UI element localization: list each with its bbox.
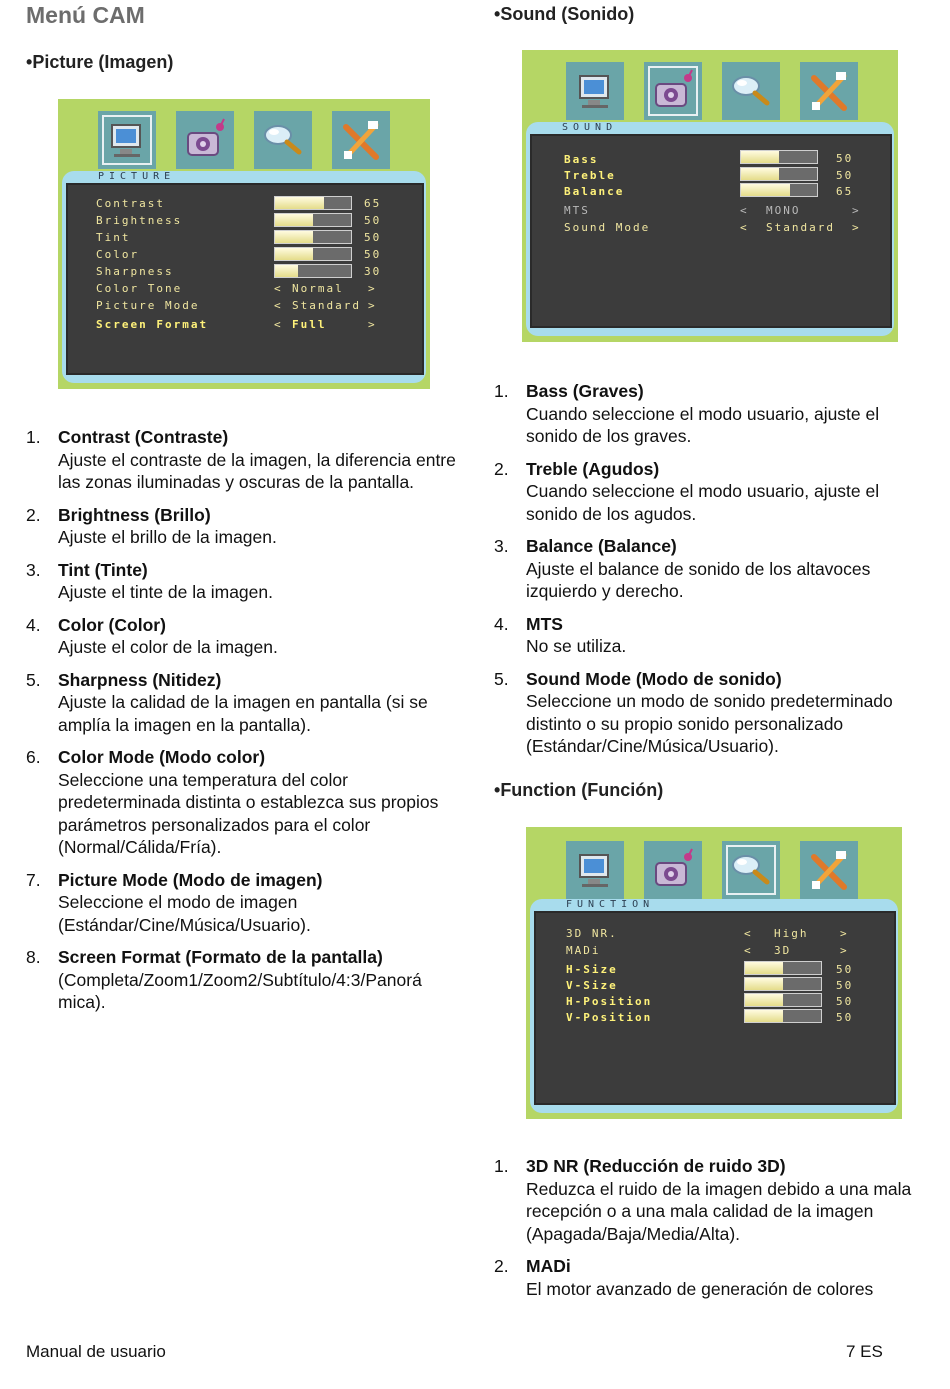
item-description: Ajuste el balance de sonido de los altavoces izquierdo y derecho.: [526, 558, 871, 601]
list-item: [26, 746, 466, 859]
sound-section-heading: • Sound (Sonido): [494, 4, 634, 25]
tools-icon: [332, 111, 390, 169]
item-description: Ajuste el color de la imagen.: [58, 637, 278, 657]
item-description: Cuando seleccione el modo usuario, ajuste el sonido de los agudos.: [526, 481, 880, 524]
item-title: Screen Format (Formato de la pantalla): [58, 947, 383, 967]
list-item: [26, 426, 466, 494]
page-title: Menú CAM: [26, 2, 145, 28]
osd-row-value: 50: [836, 995, 854, 1008]
osd-row-label: V-Size: [566, 979, 618, 992]
sound-items-list: [494, 380, 934, 768]
osd-level-bar: [740, 167, 818, 181]
list-item: [494, 1255, 934, 1300]
chevron-left-icon: <: [740, 221, 747, 234]
osd-row-label: Tint: [96, 231, 131, 244]
osd-row-label: Brightness: [96, 214, 183, 227]
list-item: [494, 613, 934, 658]
picture-osd-screenshot: [58, 99, 430, 389]
item-title: 3D NR (Reducción de ruido 3D): [526, 1156, 786, 1176]
item-description: Ajuste la calidad de la imagen en pantalla (si se amplía la imagen en la pantalla).: [58, 692, 428, 735]
item-title: Treble (Agudos): [526, 458, 660, 479]
osd-row-label: H-Size: [566, 963, 618, 976]
item-title: Bass (Graves): [526, 381, 644, 401]
speaker-icon: [644, 841, 702, 899]
osd-option-label: Picture Mode: [96, 299, 200, 312]
chevron-left-icon: <: [274, 318, 281, 331]
osd-row-label: V-Position: [566, 1011, 653, 1024]
item-number: 5.: [494, 668, 509, 689]
function-section-heading: • Function (Función): [494, 780, 663, 801]
osd-menu-name: SOUND: [562, 122, 618, 133]
osd-option-value: Standard: [766, 221, 835, 234]
osd-row-label: Balance: [564, 185, 625, 198]
tools-icon: [800, 841, 858, 899]
list-item: [494, 535, 934, 603]
monitor-icon: [566, 841, 624, 899]
item-description: No se utiliza.: [526, 636, 627, 656]
list-item: [494, 668, 934, 758]
footer-manual-label: Manual de usuario: [26, 1342, 166, 1361]
osd-screen: [66, 183, 424, 375]
osd-option-label: MADi: [566, 944, 601, 957]
list-item: [494, 1155, 934, 1245]
item-title: Picture Mode (Modo de imagen): [58, 869, 323, 890]
tools-icon: [800, 62, 858, 120]
item-description: Reduzca el ruido de la imagen debido a una mala recepción o a una mala calidad de la imagen (Apagada/Baja/Media/Alta).: [526, 1178, 912, 1244]
osd-row-value: 50: [364, 214, 382, 227]
monitor-icon: [566, 62, 624, 120]
osd-option-value: High: [774, 927, 809, 940]
list-item: [26, 669, 466, 737]
chevron-right-icon: >: [840, 927, 847, 940]
osd-level-bar: [274, 264, 352, 278]
monitor-icon: [98, 111, 156, 169]
osd-level-bar: [740, 150, 818, 164]
item-title: Contrast (Contraste): [58, 427, 229, 447]
item-description: El motor avanzado de generación de colores: [526, 1278, 874, 1299]
osd-level-bar: [744, 977, 822, 991]
osd-row-value: 65: [364, 197, 382, 210]
item-number: 1.: [26, 427, 41, 447]
chevron-right-icon: >: [852, 221, 859, 234]
item-title: Balance (Balance): [526, 536, 677, 556]
magnifier-icon: [722, 62, 780, 120]
picture-section-heading: • Picture (Imagen): [26, 52, 173, 73]
osd-row-value: 50: [364, 248, 382, 261]
osd-row-value: 50: [836, 1011, 854, 1024]
osd-level-bar: [744, 993, 822, 1007]
osd-option-label: Sound Mode: [564, 221, 651, 234]
osd-option-value: Normal: [292, 282, 344, 295]
osd-option-value: MONO: [766, 204, 801, 217]
list-item: [26, 869, 466, 937]
chevron-left-icon: <: [744, 927, 751, 940]
function-osd-screenshot: [526, 827, 902, 1119]
osd-row-value: 50: [364, 231, 382, 244]
list-item: [26, 946, 466, 1014]
chevron-right-icon: >: [852, 204, 859, 217]
item-number: 2.: [26, 504, 41, 525]
osd-level-bar: [744, 961, 822, 975]
list-item: [26, 504, 466, 549]
item-title: Sound Mode (Modo de sonido): [526, 668, 782, 689]
item-description: Seleccione una temperatura del color predeterminada distinta o establezca sus propios parámetros personalizados para el color (Normal/Cálida/Fría).: [58, 769, 439, 857]
item-title: MADi: [526, 1256, 571, 1276]
chevron-right-icon: >: [368, 282, 375, 295]
speaker-icon: [176, 111, 234, 169]
speaker-icon: [644, 62, 702, 120]
item-number: 2.: [494, 1256, 509, 1276]
osd-level-bar: [274, 196, 352, 210]
osd-option-value: 3D: [774, 944, 792, 957]
osd-row-value: 50: [836, 152, 854, 165]
list-item: [494, 458, 934, 526]
item-description: Ajuste el brillo de la imagen.: [58, 527, 277, 547]
osd-row-value: 50: [836, 979, 854, 992]
magnifier-icon: [254, 111, 312, 169]
footer-page-number: 7 ES: [846, 1342, 883, 1361]
osd-menu-name: PICTURE: [98, 171, 176, 182]
item-number: 2.: [494, 458, 509, 479]
item-number: 3.: [494, 536, 509, 556]
osd-level-bar: [274, 213, 352, 227]
item-description: Cuando seleccione el modo usuario, ajuste el sonido de los graves.: [526, 403, 880, 446]
list-item: [26, 614, 466, 659]
item-number: 4.: [26, 614, 41, 635]
list-item: [494, 380, 934, 448]
item-number: 4.: [494, 613, 509, 634]
osd-option-label: 3D NR.: [566, 927, 618, 940]
osd-row-label: Treble: [564, 169, 616, 182]
osd-row-label: Sharpness: [96, 265, 174, 278]
item-number: 1.: [494, 381, 509, 401]
osd-row-value: 65: [836, 185, 854, 198]
chevron-left-icon: <: [274, 282, 281, 295]
osd-option-value: Standard: [292, 299, 361, 312]
item-number: 1.: [494, 1156, 509, 1176]
osd-row-label: H-Position: [566, 995, 653, 1008]
item-title: MTS: [526, 613, 563, 634]
osd-option-label: Screen Format: [96, 318, 209, 331]
sound-osd-screenshot: [522, 50, 898, 342]
list-item: [26, 559, 466, 604]
item-number: 6.: [26, 747, 41, 767]
item-title: Sharpness (Nitidez): [58, 669, 222, 690]
osd-row-value: 50: [836, 169, 854, 182]
magnifier-icon: [722, 841, 780, 899]
osd-row-value: 30: [364, 265, 382, 278]
osd-level-bar: [740, 183, 818, 197]
picture-items-list: [26, 426, 466, 1024]
chevron-right-icon: >: [368, 299, 375, 312]
chevron-left-icon: <: [274, 299, 281, 312]
osd-row-label: Bass: [564, 153, 599, 166]
chevron-right-icon: >: [368, 318, 375, 331]
item-description: Seleccione un modo de sonido predeterminado distinto o su propio sonido personalizado (Estándar/Cine/Música/Usuario).: [526, 691, 893, 756]
osd-menu-name: FUNCTION: [566, 899, 655, 910]
item-number: 3.: [26, 559, 41, 580]
item-description: Ajuste el contraste de la imagen, la diferencia entre las zonas iluminadas y oscuras de la pantalla.: [58, 449, 456, 492]
item-title: Tint (Tinte): [58, 559, 148, 580]
item-number: 7.: [26, 869, 41, 890]
osd-level-bar: [744, 1009, 822, 1023]
osd-row-label: Color: [96, 248, 140, 261]
function-items-list: [494, 1155, 934, 1310]
osd-level-bar: [274, 230, 352, 244]
osd-level-bar: [274, 247, 352, 261]
chevron-left-icon: <: [740, 204, 747, 217]
osd-option-label: MTS: [564, 204, 590, 217]
item-description: Seleccione el modo de imagen (Estándar/Cine/Música/Usuario).: [58, 892, 311, 935]
item-title: Color (Color): [58, 614, 166, 635]
osd-row-value: 50: [836, 963, 854, 976]
item-description: Ajuste el tinte de la imagen.: [58, 582, 273, 602]
item-title: Brightness (Brillo): [58, 504, 211, 525]
item-description: (Completa/Zoom1/Zoom2/Subtítulo/4:3/Panorá mica).: [58, 969, 422, 1012]
osd-option-value: Full: [292, 318, 327, 331]
item-number: 5.: [26, 669, 41, 690]
item-number: 8.: [26, 947, 41, 967]
osd-row-label: Contrast: [96, 197, 165, 210]
osd-option-label: Color Tone: [96, 282, 183, 295]
chevron-left-icon: <: [744, 944, 751, 957]
item-title: Color Mode (Modo color): [58, 747, 266, 767]
chevron-right-icon: >: [840, 944, 847, 957]
